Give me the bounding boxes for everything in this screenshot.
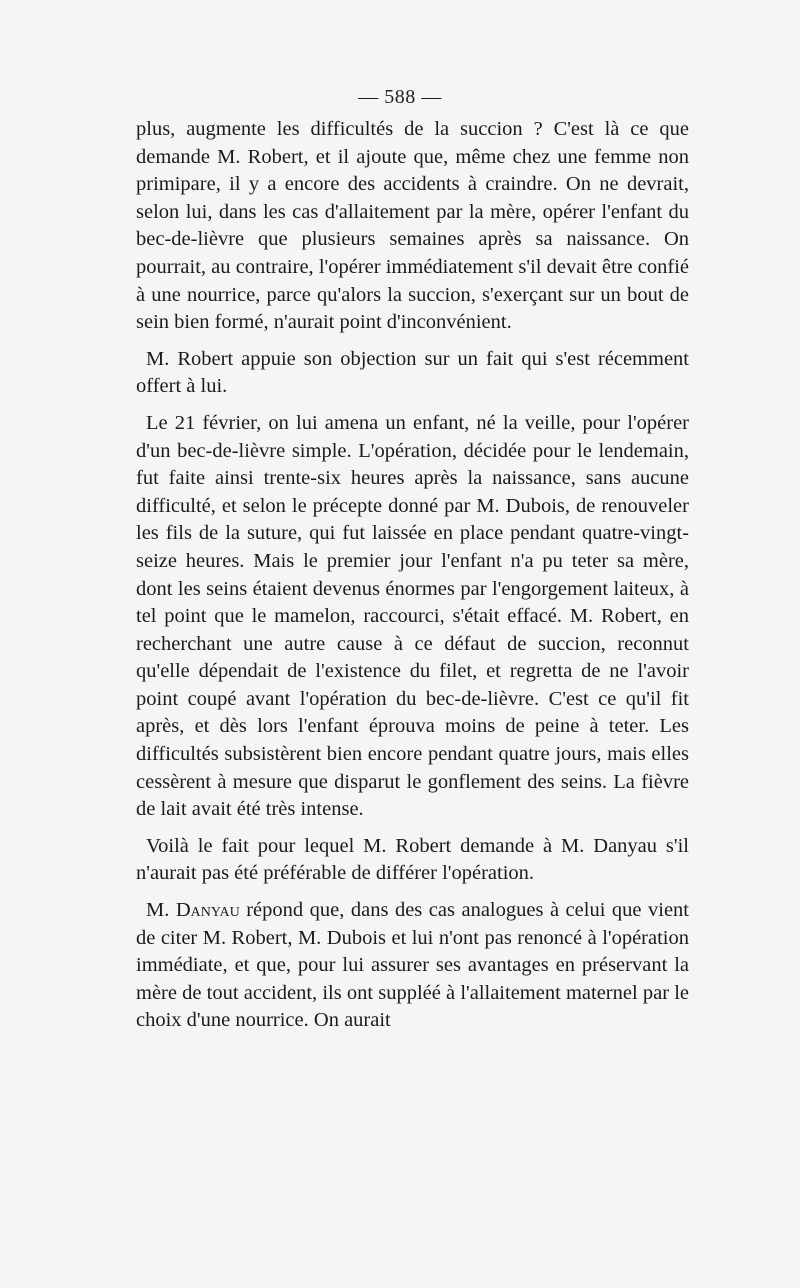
paragraph-5-text: répond que, dans des cas analogues à celui que vient de citer M. Robert, M. Dubois et lui n'ont pas renoncé à l'opération immédiate, et que, pour lui assurer ses avantages en préservant la mère de tout accident, ils ont suppléé à l'allaitement maternel par le choix d'une nourrice. On aurait xyxy=(136,899,689,1032)
paragraph-3: Le 21 février, on lui amena un enfant, né la veille, pour l'opérer d'un bec-de-lièvre simple. L'opération, décidée pour le lendemain, fut faite ainsi trente-six heures après la naissance, sans aucune difficulté, et selon le précepte donné par M. Dubois, de renouveler les fils de la suture, qui fut laissée en place pendant quatre-vingt-seize heures. Mais le premier jour l'enfant n'a pu teter sa mère, dont les seins étaient devenus énormes par l'engorgement laiteux, à tel point que le mamelon, raccourci, s'était effacé. M. Robert, en recherchant une autre cause à ce défaut de succion, reconnut qu'elle dépendait de l'existence du filet, et regretta de ne l'avoir point coupé avant l'opération du bec-de-lièvre. C'est ce qu'il fit après, et dès lors l'enfant éprouva moins de peine à teter. Les difficultés subsistèrent bien encore pendant quatre jours, mais elles cessèrent à mesure que disparut le gonflement des seins. La fièvre de lait avait été très intense. xyxy=(136,411,689,821)
paragraph-5 xyxy=(136,897,689,1035)
page-number: — 588 — xyxy=(358,86,442,108)
paragraph-2: M. Robert appuie son objection sur un fait qui s'est récemment offert à lui. xyxy=(136,347,689,398)
body-text xyxy=(136,116,689,1035)
paragraph-4: Voilà le fait pour lequel M. Robert demande à M. Danyau s'il n'aurait pas été préférable de différer l'opération. xyxy=(136,834,689,885)
speaker-prefix: M. xyxy=(146,899,176,922)
speaker-name: Danyau xyxy=(175,899,240,922)
paragraph-1: plus, augmente les difficultés de la succion ? C'est là ce que demande M. Robert, et il ajoute que, même chez une femme non primipare, il y a encore des accidents à craindre. On ne devrait, selon lui, dans les cas d'allaitement par la mère, opérer l'enfant du bec-de-lièvre que plusieurs semaines après sa naissance. On pourrait, au contraire, l'opérer immédiatement s'il devait être confié à une nourrice, parce qu'alors la succion, s'exerçant sur un bout de sein bien formé, n'aurait point d'inconvénient. xyxy=(136,118,689,334)
